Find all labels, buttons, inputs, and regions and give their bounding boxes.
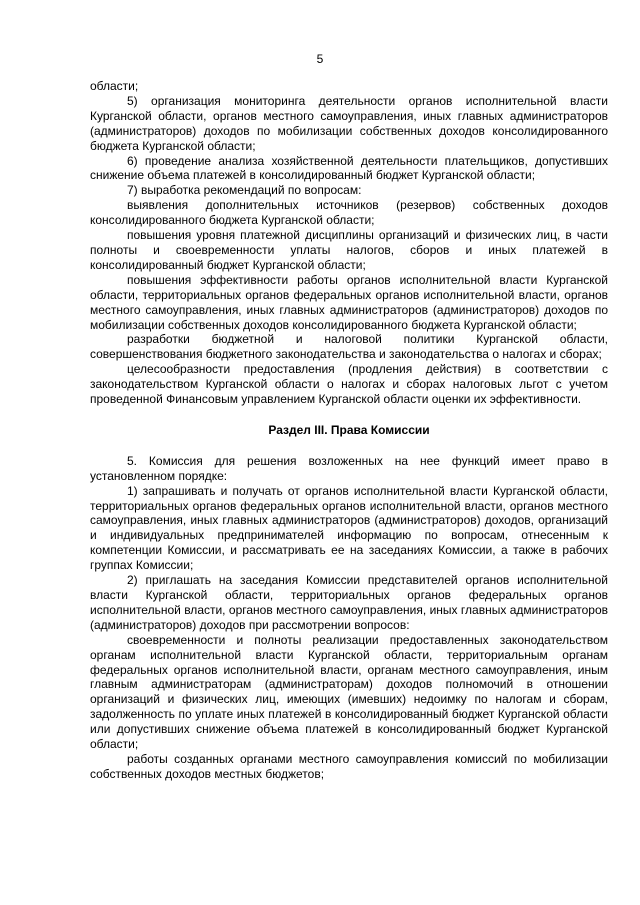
- paragraph-local-commissions: работы созданных органами местного самоуправления комиссий по мобилизации собственных доходов местных бюджетов;: [90, 751, 608, 781]
- paragraph-item-5: 5) организация мониторинга деятельности органов исполнительной власти Курганской области, органов местного самоуправления, иных главных администраторов (администраторов) доходов по мобилизации собственных доходов консолидированного бюджета Курганской области;: [90, 93, 608, 153]
- paragraph-reserves: выявления дополнительных источников (резервов) собственных доходов консолидированного бюджета Курганской области;: [90, 198, 608, 228]
- paragraph-continuation: области;: [90, 79, 139, 93]
- paragraph-efficiency: повышения эффективности работы органов исполнительной власти Курганской области, территориальных органов федеральных органов исполнительной власти, органов местного самоуправления, иных главных администраторов (администраторов) доходов по мобилизации собственных доходов консолидированного бюджета Курганской области;: [90, 272, 608, 332]
- paragraph-item-7: 7) выработка рекомендаций по вопросам:: [127, 183, 362, 198]
- document-body: [90, 79, 608, 782]
- paragraph-payment-discipline: повышения уровня платежной дисциплины организаций и физических лиц, в части полноты и своевременности уплаты налогов, сборов и иных платежей в консолидированный бюджет Курганской области;: [90, 228, 608, 272]
- page-number: 5: [316, 52, 324, 66]
- paragraph-tax-benefits: целесообразности предоставления (продления действия) в соответствии с законодательством Курганской области о налогах и сборах налоговых льгот с учетом проведенной Финансовым управлением Курганской области оценки их эффективности.: [90, 362, 608, 407]
- paragraph-clause-5: 5. Комиссия для решения возложенных на нее функций имеет право в установленном порядке:: [90, 453, 608, 483]
- paragraph-policy: разработки бюджетной и налоговой политики Курганской области, совершенствования бюджетного законодательства и законодательства о налогах и сборах;: [90, 332, 608, 362]
- section-heading: Раздел III. Права Комиссии: [268, 422, 430, 437]
- paragraph-item-6: 6) проведение анализа хозяйственной деятельности плательщиков, допустивших снижение объема платежей в консолидированный бюджет Курганской области;: [90, 153, 608, 183]
- paragraph-timeliness: своевременности и полноты реализации предоставленных законодательством органам исполнительной власти Курганской области, территориальным органам федеральных органов исполнительной власти, органам местного самоуправления, иным главным администраторам (администраторам) доходов полномочий в отношении организаций и физических лиц, имеющих (имевших) недоимку по налогам и сборам, задолженность по уплате иных платежей в консолидированный бюджет Курганской области или допустивших снижение объема платежей в консолидированный бюджет Курганской области;: [90, 632, 608, 752]
- paragraph-right-1: 1) запрашивать и получать от органов исполнительной власти Курганской области, территориальных органов федеральных органов исполнительной власти, органов местного самоуправления, иных главных администраторов (администраторов) доходов, организаций и индивидуальных предпринимателей информацию по вопросам, отнесенным к компетенции Комиссии, и рассматривать ее на заседаниях Комиссии, а также в рабочих группах Комиссии;: [90, 483, 608, 573]
- paragraph-right-2: 2) приглашать на заседания Комиссии представителей органов исполнительной власти Курганской области, территориальных органов федеральных органов исполнительной власти, органов местного самоуправления, иных главных администраторов (администраторов) доходов при рассмотрении вопросов:: [90, 573, 608, 632]
